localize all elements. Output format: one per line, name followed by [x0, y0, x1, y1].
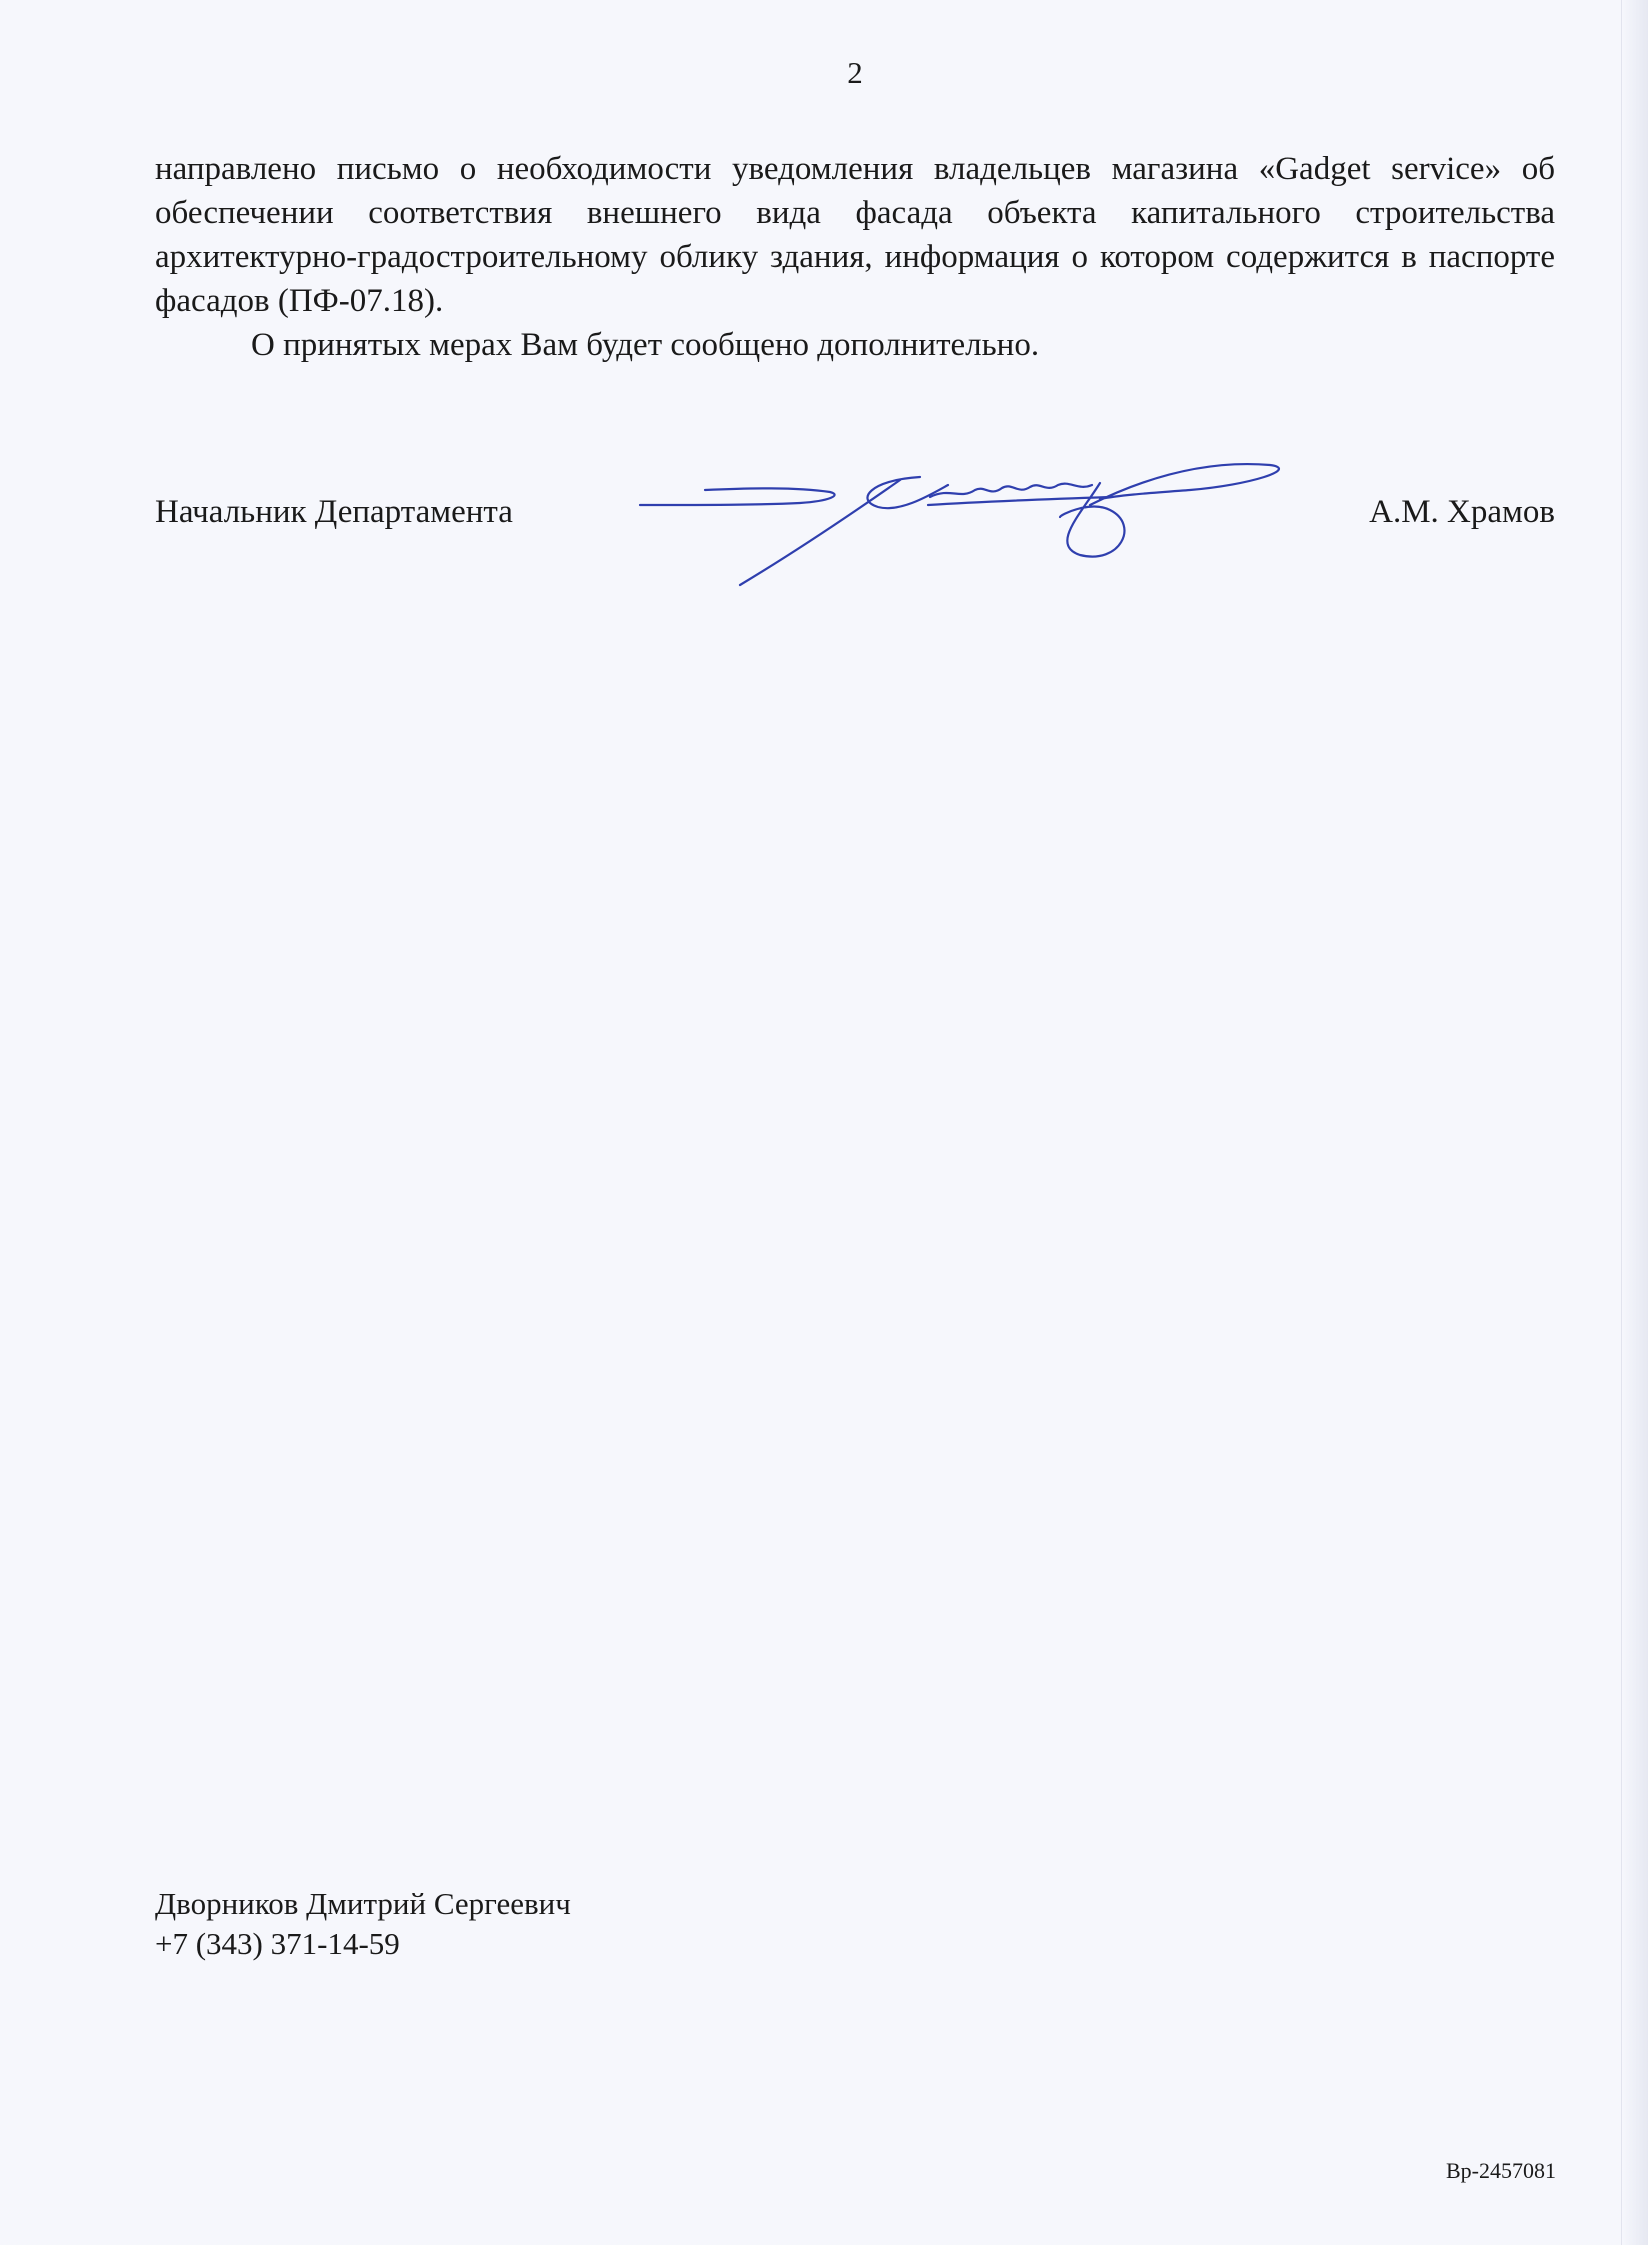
contact-phone: +7 (343) 371-14-59 [155, 1926, 400, 1961]
letter-body [155, 147, 1555, 367]
contact-info [155, 1884, 571, 1964]
signature-stroke-flourish [1090, 464, 1279, 505]
body-paragraph-1: направлено письмо о необходимости уведомления владельцев магазина «Gadget service» об обеспечении соответствия внешнего вида фасада объекта капитального строительства архитектурно-градостроительному облику здания, информация о котором содержится в паспорте фасадов (ПФ-07.18). [155, 151, 1555, 319]
signatory-name: А.М. Храмов [1369, 494, 1555, 530]
signatory-position: Начальник Департамента [155, 494, 513, 530]
body-paragraph-2: О принятых мерах Вам будет сообщено дополнительно. [251, 327, 1040, 363]
registration-number: Вр-2457081 [1446, 2158, 1556, 2183]
signature-stroke-underline [928, 497, 1110, 505]
handwritten-signature [630, 455, 1300, 595]
signature-stroke-body [930, 484, 1092, 497]
page-edge-shadow [1621, 0, 1648, 2245]
page-number: 2 [847, 55, 863, 90]
signature-stroke-lead [640, 488, 835, 505]
signature-stroke-descender [740, 480, 900, 585]
contact-name: Дворников Дмитрий Сергеевич [155, 1886, 571, 1921]
